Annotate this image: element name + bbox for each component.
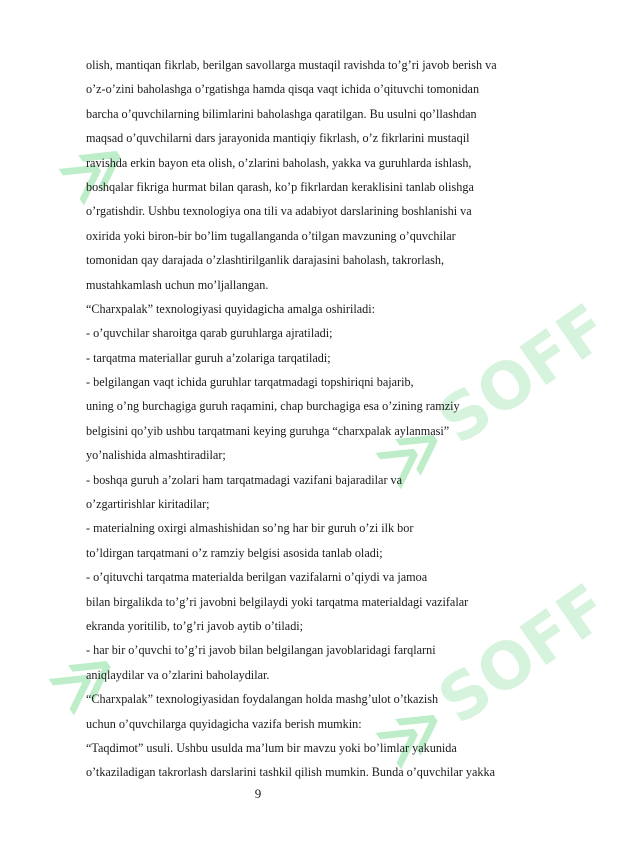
page-body-text: [86, 53, 566, 785]
list-item: - o’qituvchi tarqatma materialda berilgan vazifalarni o’qiydi va jamoa: [86, 570, 428, 585]
text-line: yo’nalishida almashtiradilar;: [86, 448, 226, 463]
text-line: o’rgatishdir. Ushbu texnologiya ona tili va adabiyot darslarining boshlanishi va: [86, 204, 472, 219]
text-line: tomonidan qay darajada o’zlashtirilganlik darajasini baholash, takrorlash,: [86, 253, 445, 268]
text-line: mustahkamlash uchun mo’ljallangan.: [86, 277, 269, 292]
text-line: o’z-o’zini baholashga o’rgatishga hamda qisqa vaqt ichida o’qituvchi tomonidan: [86, 82, 480, 97]
text-line: o’tkaziladigan takrorlash darslarini tashkil qilish mumkin. Bunda o’quvchilar yakka: [86, 765, 495, 780]
text-line: oxirida yoki biron-bir bo’lim tugallanganda o’tilgan mavzuning o’quvchilar: [86, 228, 456, 243]
text-line: uning o’ng burchagiga guruh raqamini, chap burchagiga esa o’zining ramziy: [86, 399, 460, 414]
list-item: - materialning oxirgi almashishidan so’ng har bir guruh o’zi ilk bor: [86, 521, 414, 536]
text-line: aniqlaydilar va o’zlarini baholaydilar.: [86, 667, 270, 682]
watermark-text: SOFF: [425, 290, 622, 460]
text-line: “Charxpalak” texnologiyasidan foydalangan holda mashg’ulot o’tkazish: [86, 692, 439, 707]
text-line: to’ldirgan tarqatmani o’z ramziy belgisi asosida tanlab oladi;: [86, 545, 383, 560]
text-line: “Charxpalak” texnologiyasi quyidagicha amalga oshiriladi:: [86, 301, 376, 316]
text-line: boshqalar fikriga hurmat bilan qarash, ko’p fikrlardan keraklisini tanlab olishga: [86, 179, 474, 194]
text-line: ekranda yoritilib, to’g’ri javob aytib o’tiladi;: [86, 618, 304, 633]
watermark-glyph: ≫: [362, 684, 461, 784]
list-item: - har bir o’quvchi to’g’ri javob bilan belgilangan javoblaridagi farqlarni: [86, 643, 436, 658]
list-item: - o’quvchilar sharoitga qarab guruhlarga ajratiladi;: [86, 326, 333, 341]
text-line: bilan birgalikda to’g’ri javobni belgilaydi yoki tarqatma materialdagi vazifalar: [86, 594, 469, 609]
page-number: 9: [254, 786, 262, 801]
watermark-glyph: ≫: [362, 404, 461, 504]
watermark-glyph: ≫: [35, 630, 134, 730]
text-line: olish, mantiqan fikrlab, berilgan savollarga mustaqil ravishda to’g’ri javob berish va: [86, 58, 497, 72]
text-line: “Taqdimot” usuli. Ushbu usulda ma’lum bir mavzu yoki bo’limlar yakunida: [86, 740, 457, 755]
text-line: o’zgartirishlar kiritadilar;: [86, 497, 210, 512]
text-line: barcha o’quvchilarning bilimlarini baholashga qaratilgan. Bu usulni qo’llashdan: [86, 106, 477, 121]
watermark-glyph: ≫: [45, 120, 144, 220]
text-line: ravishda erkin bayon eta olish, o’zlarini baholash, yakka va guruhlarda ishlash,: [86, 155, 472, 170]
text-line: maqsad o’quvchilarni dars jarayonida mantiqiy fikrlash, o’z fikrlarini mustaqil: [86, 131, 470, 146]
text-line: uchun o’quvchilarga quyidagicha vazifa berish mumkin:: [86, 716, 362, 731]
list-item: - belgilangan vaqt ichida guruhlar tarqatmadagi topshiriqni bajarib,: [86, 375, 414, 390]
list-item: - boshqa guruh a’zolari ham tarqatmadagi vazifani bajaradilar va: [86, 472, 403, 487]
watermark-text: SOFF: [425, 570, 622, 740]
list-item: - tarqatma materiallar guruh a’zolariga tarqatiladi;: [86, 350, 331, 365]
text-line: belgisini qo’yib ushbu tarqatmani keying guruhga “charxpalak aylanmasi”: [86, 423, 450, 438]
